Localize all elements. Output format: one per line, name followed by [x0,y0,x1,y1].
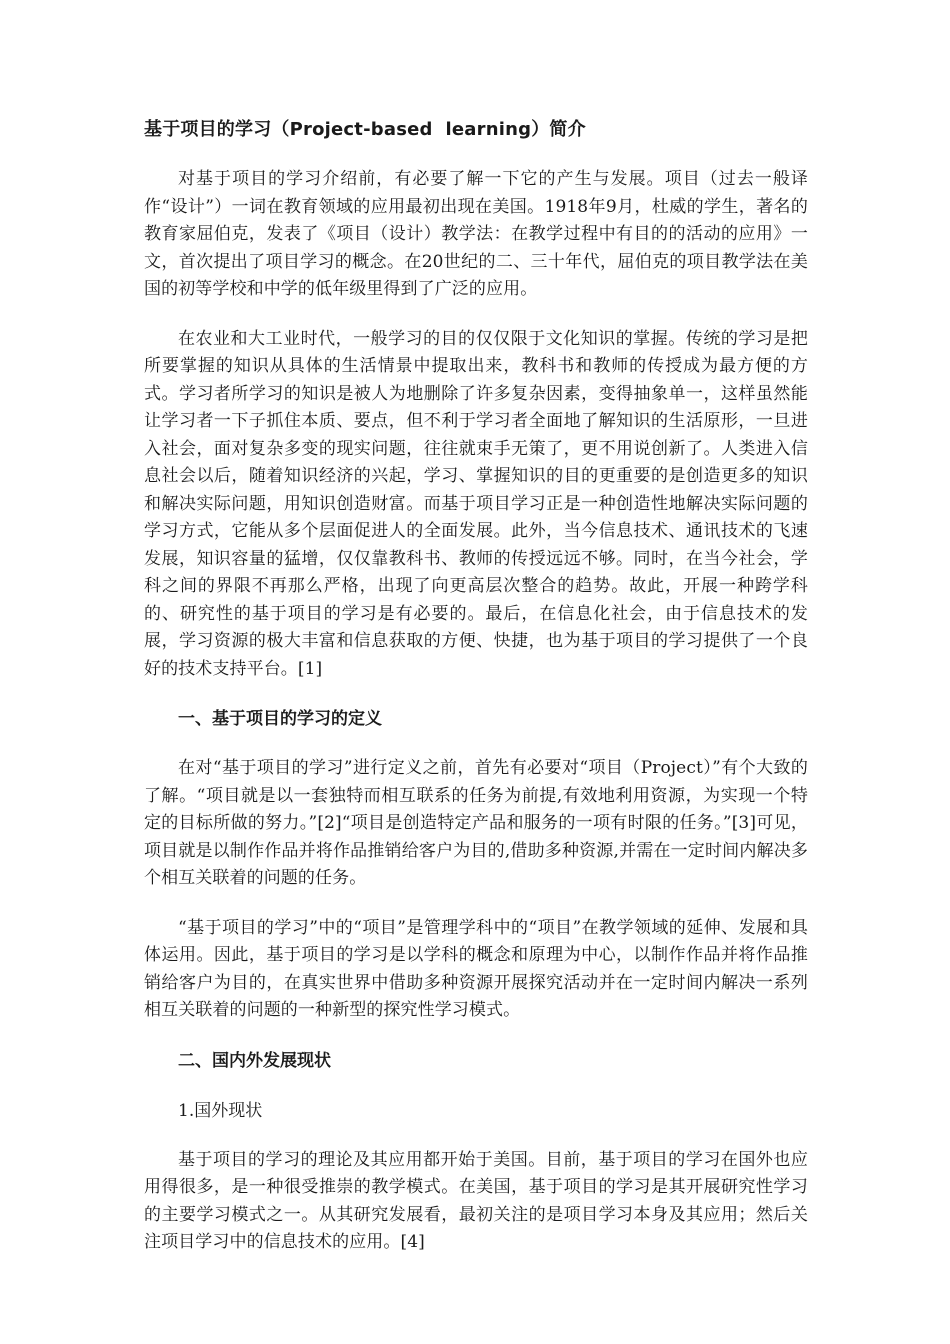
foreign-status-paragraph: 基于项目的学习的理论及其应用都开始于美国。目前，基于项目的学习在国外也应用得很多，是一种很受推崇的教学模式。在美国，基于项目的学习是其开展研究性学习的主要学习模式之一。从其研究发展看，最初关注的是项目学习本身及其应用；然后关注项目学习中的信息技术的应用。[4] [144,1149,808,1252]
subsection-heading-foreign: 1.国外现状 [178,1100,263,1121]
definition-paragraph-1: 在对“基于项目的学习”进行定义之前，首先有必要对“项目（Project）”有个大致的了解。“项目就是以一套独特而相互联系的任务为前提,有效地利用资源，为实现一个特定的目标所做的努力。”[2]“项目是创造特定产品和服务的一项有时限的任务。”[3]可见，项目就是以制作作品并将作品推销给客户为目的,借助多种资源,并需在一定时间内解决多个相互关联着的问题的任务。 [144,758,808,888]
intro-paragraph-1: 对基于项目的学习介绍前，有必要了解一下它的产生与发展。项目（过去一般译作“设计”）一词在教育领域的应用最初出现在美国。1918年9月，杜威的学生，著名的教育家屈伯克，发表了《项目（设计）教学法：在教学过程中有目的的活动的应用》一文，首次提出了项目学习的概念。在20世纪的二、三十年代，屈伯克的项目教学法在美国的初等学校和中学的低年级里得到了广泛的应用。 [144,169,808,299]
definition-paragraph-2: “基于项目的学习”中的“项目”是管理学科中的“项目”在教学领域的延伸、发展和具体运用。因此，基于项目的学习是以学科的概念和原理为中心，以制作作品并将作品推销给客户为目的，在真实世界中借助多种资源开展探究活动并在一定时间内解决一系列相互关联着的问题的一种新型的探究性学习模式。 [144,917,808,1020]
intro-paragraph-2: 在农业和大工业时代，一般学习的目的仅仅限于文化知识的掌握。传统的学习是把所要掌握的知识从具体的生活情景中提取出来，教科书和教师的传授成为最方便的方式。学习者所学习的知识是被人为地删除了许多复杂因素，变得抽象单一，这样虽然能让学习者一下子抓住本质、要点，但不利于学习者全面地了解知识的生活原形，一旦进入社会，面对复杂多变的现实问题，往往就束手无策了，更不用说创新了。人类进入信息社会以后，随着知识经济的兴起，学习、掌握知识的目的更重要的是创造更多的知识和解决实际问题，用知识创造财富。而基于项目学习正是一种创造性地解决实际问题的学习方式，它能从多个层面促进人的全面发展。此外，当今信息技术、通讯技术的飞速发展，知识容量的猛增，仅仅靠教科书、教师的传授远远不够。同时，在当今社会，学科之间的界限不再那么严格，出现了向更高层次整合的趋势。故此，开展一种跨学科的、研究性的基于项目的学习是有必要的。最后，在信息化社会，由于信息技术的发展，学习资源的极大丰富和信息获取的方便、快捷，也为基于项目的学习提供了一个良好的技术支持平台。[1] [144,328,808,679]
section-heading-status: 二、国内外发展现状 [178,1050,331,1071]
document-page [144,116,808,1279]
section-heading-definition: 一、基于项目的学习的定义 [178,709,382,729]
document-title: 基于项目的学习（Project-based learning）简介 [144,119,586,140]
